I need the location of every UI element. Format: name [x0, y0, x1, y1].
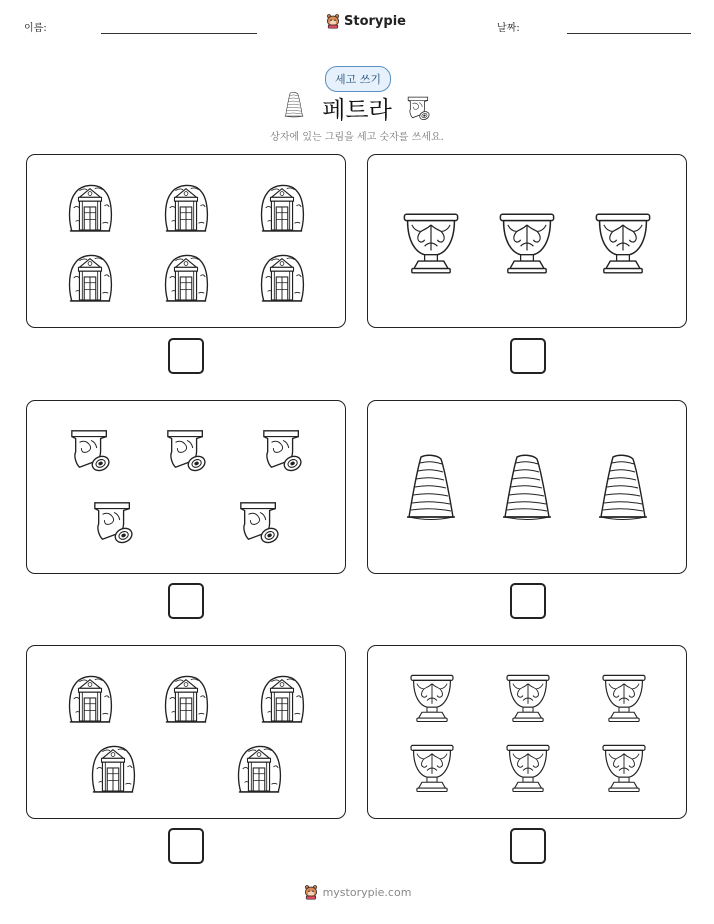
ornate-urn-icon	[504, 742, 552, 794]
broken-column-piece-icon	[67, 427, 115, 473]
worksheet-type-badge: 세고 쓰기	[325, 66, 391, 92]
picture-box-5	[26, 645, 346, 819]
name-line[interactable]	[101, 33, 257, 34]
layered-rock-formation-icon	[501, 452, 553, 524]
rock-tomb-facade-icon	[66, 249, 114, 303]
answer-box-1[interactable]	[168, 338, 204, 374]
layered-rock-formation-icon	[405, 452, 457, 524]
storypie-mascot-icon	[303, 884, 319, 900]
brand-name: Storypie	[344, 13, 406, 29]
broken-column-piece-icon	[163, 427, 211, 473]
column-piece-title-icon	[405, 95, 433, 121]
picture-box-3	[26, 400, 346, 574]
footer-site-link[interactable]: mystorypie.com	[322, 885, 412, 899]
rock-tomb-facade-icon	[162, 179, 210, 233]
answer-box-2[interactable]	[510, 338, 546, 374]
answer-box-4[interactable]	[510, 583, 546, 619]
rock-tomb-facade-icon	[258, 179, 306, 233]
instruction-text: 상자에 있는 그림을 세고 숫자를 쓰세요.	[270, 132, 444, 143]
ornate-urn-icon	[401, 210, 461, 276]
date-label: 날짜:	[497, 23, 520, 34]
ornate-urn-icon	[408, 742, 456, 794]
ornate-urn-icon	[593, 210, 653, 276]
brand-logo	[325, 13, 406, 29]
picture-box-6	[367, 645, 687, 819]
ornate-urn-icon	[497, 210, 557, 276]
picture-box-2	[367, 154, 687, 328]
rock-tomb-facade-icon	[258, 249, 306, 303]
rock-tomb-facade-icon	[89, 740, 137, 794]
broken-column-piece-icon	[236, 499, 284, 545]
answer-box-3[interactable]	[168, 583, 204, 619]
ornate-urn-icon	[504, 672, 552, 724]
rock-tomb-facade-icon	[162, 249, 210, 303]
storypie-mascot-icon	[325, 13, 341, 29]
rock-tomb-facade-icon	[258, 670, 306, 724]
answer-box-6[interactable]	[510, 828, 546, 864]
layered-rock-formation-icon	[597, 452, 649, 524]
picture-box-4	[367, 400, 687, 574]
page-title: 페트라	[322, 96, 392, 124]
footer	[0, 884, 714, 900]
date-line[interactable]	[567, 33, 691, 34]
rock-tomb-facade-icon	[235, 740, 283, 794]
rock-tomb-facade-icon	[66, 179, 114, 233]
name-label: 이름:	[24, 23, 47, 34]
ornate-urn-icon	[600, 672, 648, 724]
rock-tomb-facade-icon	[66, 670, 114, 724]
rock-tomb-facade-icon	[162, 670, 210, 724]
ornate-urn-icon	[600, 742, 648, 794]
answer-box-5[interactable]	[168, 828, 204, 864]
broken-column-piece-icon	[259, 427, 307, 473]
ornate-urn-icon	[408, 672, 456, 724]
picture-box-1	[26, 154, 346, 328]
broken-column-piece-icon	[90, 499, 138, 545]
